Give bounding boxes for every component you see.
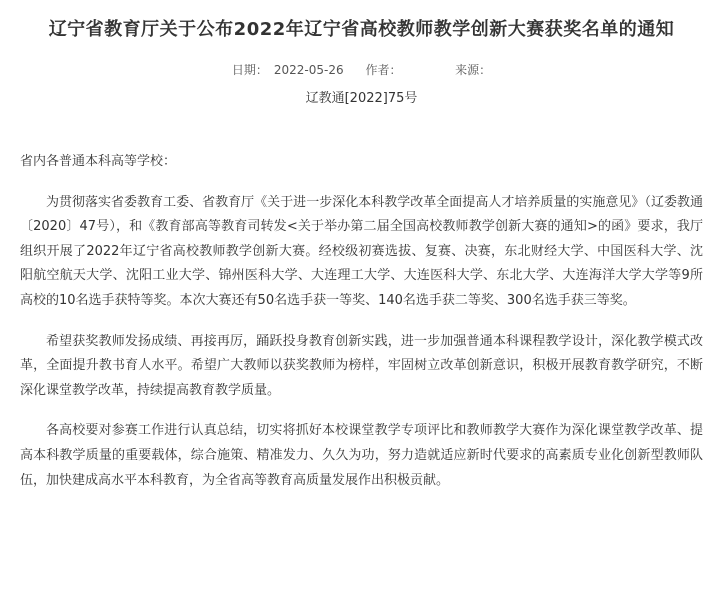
date-label: 日期： — [231, 63, 268, 77]
source-label: 来源： — [455, 63, 492, 77]
salutation: 省内各普通本科高等学校： — [20, 154, 177, 169]
article-meta — [20, 60, 703, 80]
body-paragraph-2: 希望获奖教师发扬成绩、再接再厉，踊跃投身教育创新实践，进一步加强普通本科课程教学设计，深化教学模式改革，全面提升教书育人水平。希望广大教师以获奖教师为榜样，牢固树立改革创新意识，积极开展教育教学研究，不断深化课堂教学改革，持续提高教育教学质量。 — [20, 333, 703, 398]
body-paragraph-3: 各高校要对参赛工作进行认真总结，切实将抓好本校课堂教学专项评比和教师教学大赛作为深化课堂教学改革、提高本科教学质量的重要载体，综合施策、精准发力、久久为功，努力造就适应新时代要求的高素质专业化创新型教师队伍，加快建成高水平本科教育，为全省高等教育高质量发展作出积极贡献。 — [20, 423, 703, 488]
article-title: 辽宁省教育厅关于公布2022年辽宁省高校教师教学创新大赛获奖名单的通知 — [48, 19, 675, 40]
document-number: 辽教通[2022]75号 — [305, 91, 418, 106]
article-body — [20, 150, 703, 493]
date-info — [232, 60, 350, 80]
body-paragraph-1: 为贯彻落实省委教育工委、省教育厅《关于进一步深化本科教学改革全面提高人才培养质量的实施意见》（辽委教通〔2020〕47号），和《教育部高等教育司转发<关于举办第二届全国高校教师教学创新大赛的通知>的函》要求，我厅组织开展了2022年辽宁省高校教师教学创新大赛。经校级初赛选拔、复赛、决赛，东北财经大学、中国医科大学、沈阳航空航天大学、沈阳工业大学、锦州医科大学、大连理工大学、大连医科大学、东北大学、大连海洋大学大学等9所高校的10名选手获特等奖。本次大赛还有50名选手获一等奖、140名选手获二等奖、300名选手获三等奖。 — [20, 194, 703, 308]
author-label: 作者： — [365, 63, 402, 77]
date-value: 2022-05-26 — [273, 63, 344, 77]
